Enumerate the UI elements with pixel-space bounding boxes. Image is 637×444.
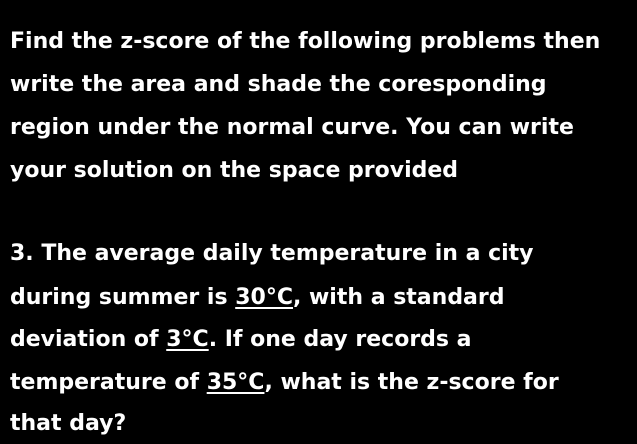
problem-line-3-suffix: . If one day records a <box>208 327 472 352</box>
standard-deviation-value: 3°C <box>166 327 209 352</box>
problem-line-2 <box>10 284 505 312</box>
problem-line-3 <box>10 326 472 354</box>
instruction-line-4: your solution on the space provided <box>10 158 459 183</box>
problem-line-1: 3. The average daily temperature in a city <box>10 241 534 266</box>
instruction-line-1: Find the z-score of the following problems then <box>10 29 601 54</box>
recorded-temperature-value: 35°C <box>206 370 265 395</box>
document-page <box>10 0 630 444</box>
instruction-line-2: write the area and shade the coresponding <box>10 72 547 97</box>
mean-temperature-value: 30°C <box>235 285 293 310</box>
problem-line-4 <box>10 369 559 397</box>
problem-line-2-suffix: , with a standard <box>292 285 505 310</box>
problem-line-3-prefix: deviation of <box>10 327 167 352</box>
problem-line-4-suffix: , what is the z-score for <box>264 370 559 395</box>
problem-line-2-prefix: during summer is <box>10 285 236 310</box>
problem-line-5: that day? <box>10 411 127 436</box>
problem-line-4-prefix: temperature of <box>10 370 207 395</box>
instruction-line-3: region under the normal curve. You can write <box>10 115 574 140</box>
